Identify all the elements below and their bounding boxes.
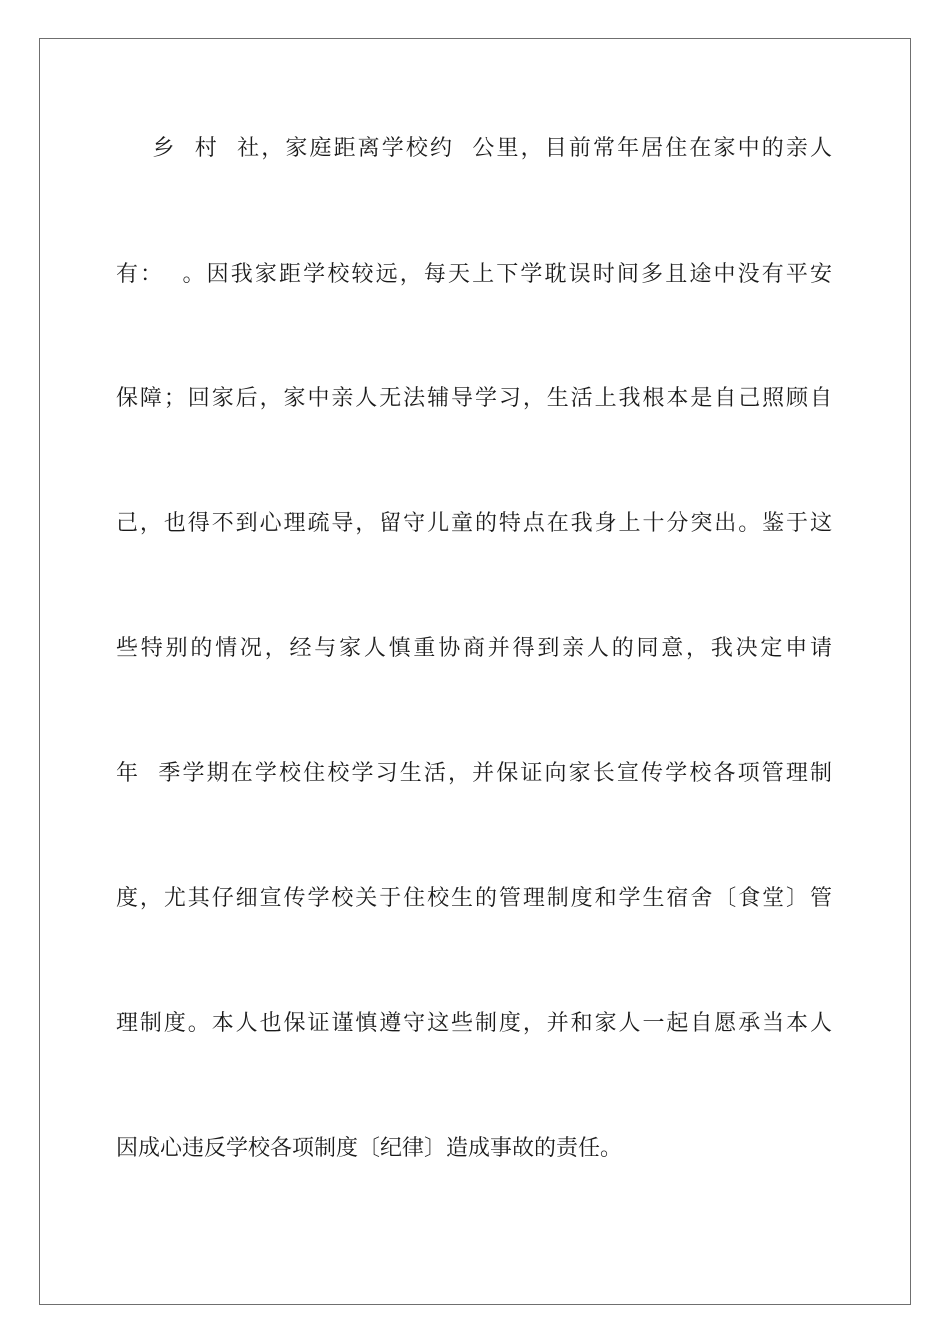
paragraph-line-8: 理制度。本人也保证谨慎遵守这些制度，并和家人一起自愿承当本人: [116, 1011, 832, 1036]
paragraph-line-9: 因成心违反学校各项制度〔纪律〕造成事故的责任。: [116, 1136, 623, 1161]
paragraph-line-1: 乡 村 社，家庭距离学校约 公里，目前常年居住在家中的亲人: [116, 136, 832, 161]
paragraph-line-5: 些特别的情况，经与家人慎重协商并得到亲人的同意，我决定申请: [116, 636, 832, 661]
paragraph-line-2: 有： 。因我家距学校较远，每天上下学耽误时间多且途中没有平安: [116, 262, 832, 287]
paragraph-line-3: 保障；回家后，家中亲人无法辅导学习，生活上我根本是自己照顾自: [116, 386, 832, 411]
page-border: [39, 38, 911, 1305]
paragraph-line-4: 己，也得不到心理疏导，留守儿童的特点在我身上十分突出。鉴于这: [116, 511, 832, 536]
paragraph-line-7: 度，尤其仔细宣传学校关于住校生的管理制度和学生宿舍〔食堂〕管: [116, 886, 832, 911]
paragraph-line-6: 年 季学期在学校住校学习生活，并保证向家长宣传学校各项管理制: [116, 761, 832, 786]
